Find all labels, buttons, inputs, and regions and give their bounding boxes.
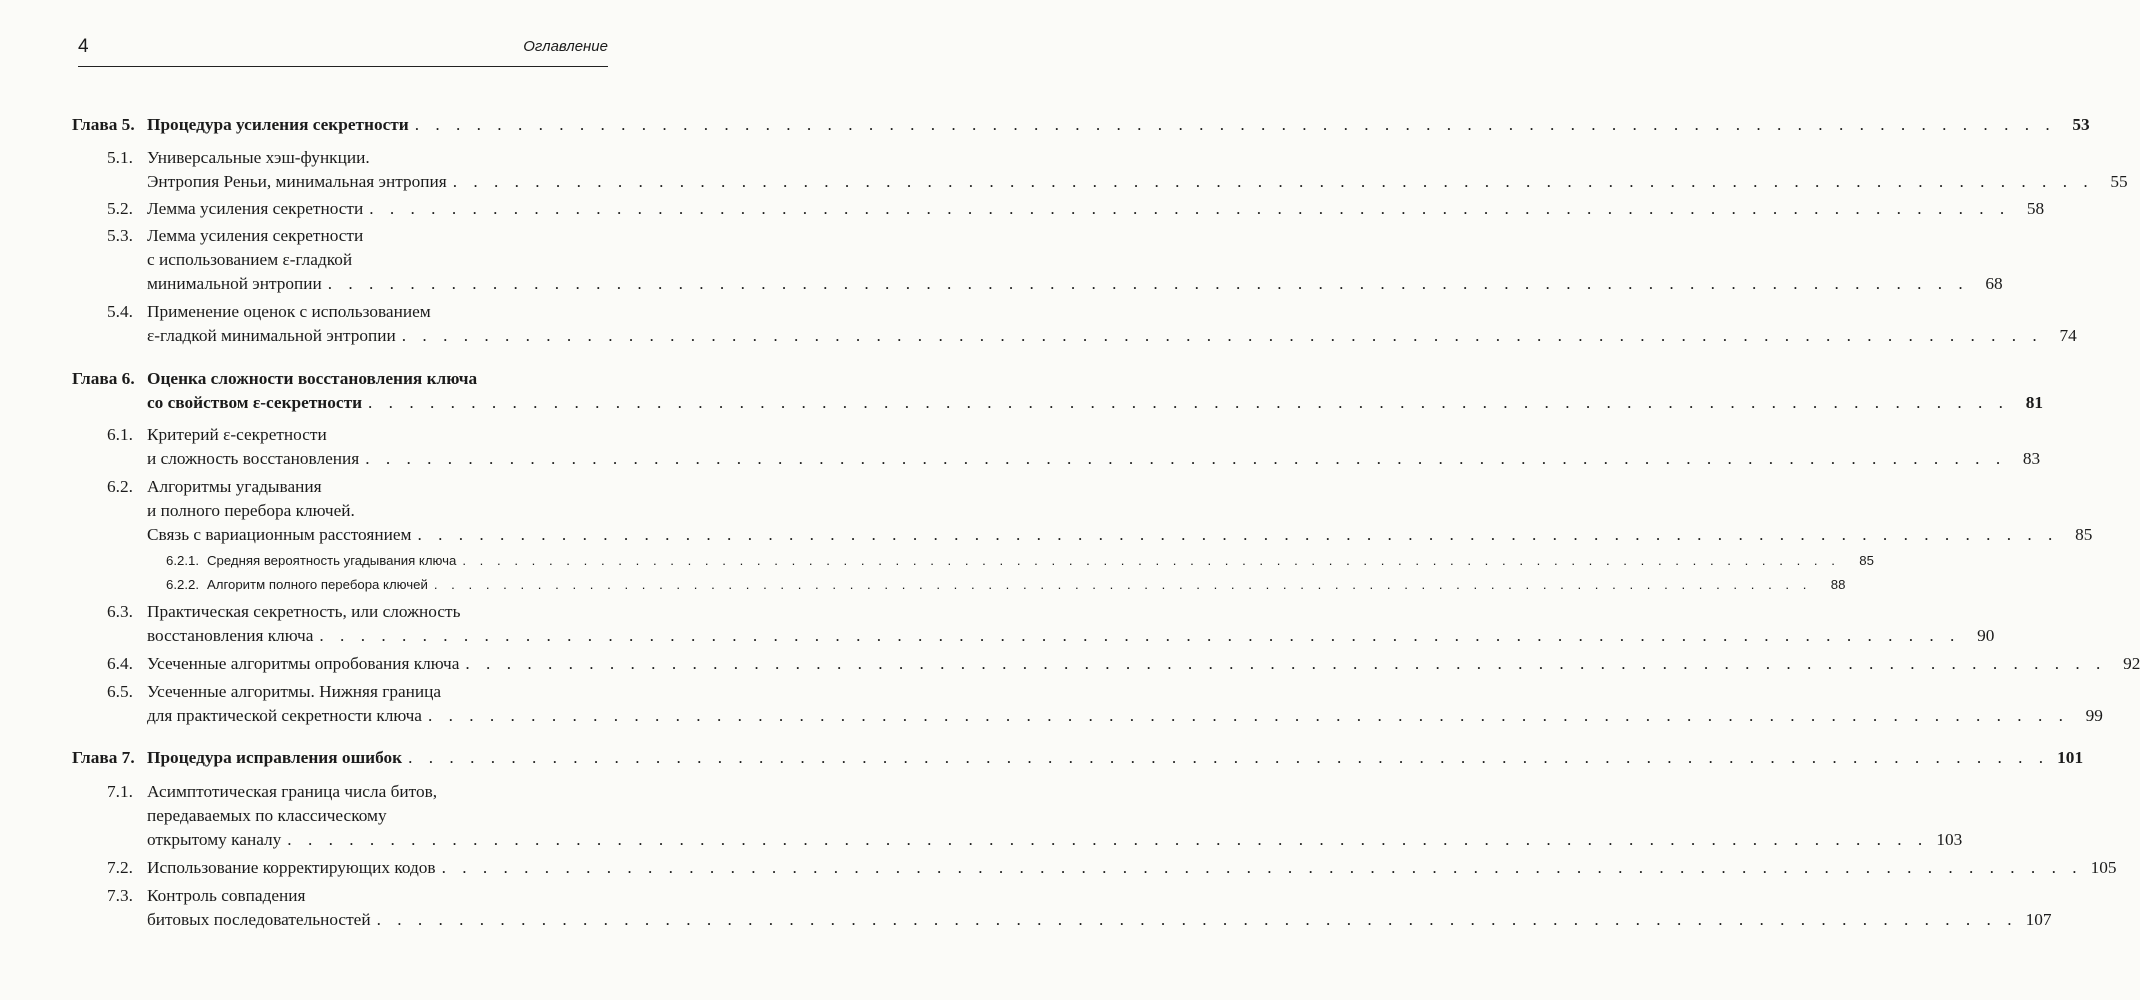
toc-entry-line [207, 573, 1846, 597]
toc-entry-title: Связь с вариационным расстоянием [147, 525, 412, 544]
toc-entry-title: Лемма усиления секретности [147, 226, 364, 245]
toc-entry-line [147, 447, 2041, 471]
toc-page-number: 103 [1936, 830, 1963, 849]
toc-entry-title: битовых последовательностей [147, 910, 371, 929]
toc-entry-title: Использование корректирующих кодов [147, 858, 436, 877]
toc-entry-number: Глава 5. [72, 115, 135, 134]
dot-leader: . . . . . . . . . . . . . . . . . . . . . . . . . . . . . . . . . . . . . . . . . . . . . . . . . . . . . . . . . . . . . . . . . . . . . . . . . . . . . . . . [441, 858, 2083, 877]
toc-entry-number: 7.1. [107, 782, 133, 801]
dot-leader: . . . . . . . . . . . . . . . . . . . . . . . . . . . . . . . . . . . . . . . . . . . . . . . . . . . . . . . . . . . . . . . . . . . . . . . . . . . . . . . . [401, 326, 2043, 345]
toc-entry-number: 6.3. [107, 602, 133, 621]
dot-leader: . . . . . . . . . . . . . . . . . . . . . . . . . . . . . . . . . . . . . . . . . . . . . . . . . . . . . . . . . . . . . . . . . . . . . . . . . . . . . . . . [427, 706, 2069, 725]
toc-page-number: 107 [2025, 910, 2052, 929]
toc-entry-line [147, 600, 605, 624]
dot-leader: . . . . . . . . . . . . . . . . . . . . . . . . . . . . . . . . . . . . . . . . . . . . . . . . . . . . . . . . . . . . . . . . . . . . . . . . . . . . . . . . [408, 748, 2050, 767]
toc-entry-line [147, 499, 605, 523]
toc-entry-number: Глава 7. [72, 748, 135, 767]
dot-leader: . . . . . . . . . . . . . . . . . . . . . . . . . . . . . . . . . . . . . . . . . . . . . . . . . . . . . . . . . . . . . . . . . . . . . . . . . . . . . . . . [433, 577, 1812, 592]
toc-entry-title: Применение оценок с использованием [147, 302, 431, 321]
toc-entry-number: 6.2.1. [166, 553, 199, 568]
dot-leader: . . . . . . . . . . . . . . . . . . . . . . . . . . . . . . . . . . . . . . . . . . . . . . . . . . . . . . . . . . . . . . . . . . . . . . . . . . . . . . . . [465, 654, 2107, 673]
toc-entry-line [147, 523, 2093, 547]
dot-leader: . . . . . . . . . . . . . . . . . . . . . . . . . . . . . . . . . . . . . . . . . . . . . . . . . . . . . . . . . . . . . . . . . . . . . . . . . . . . . . . . [414, 115, 2056, 134]
dot-leader: . . . . . . . . . . . . . . . . . . . . . . . . . . . . . . . . . . . . . . . . . . . . . . . . . . . . . . . . . . . . . . . . . . . . . . . . . . . . . . . . [365, 449, 2007, 468]
toc-page-number: 85 [1859, 553, 1874, 568]
section-title: Оглавление [523, 38, 608, 55]
dot-leader: . . . . . . . . . . . . . . . . . . . . . . . . . . . . . . . . . . . . . . . . . . . . . . . . . . . . . . . . . . . . . . . . . . . . . . . . . . . . . . . . [369, 199, 2011, 218]
toc-entry-number: 7.2. [107, 858, 133, 877]
toc-page-number: 88 [1830, 577, 1846, 592]
toc-entry-title: Алгоритм полного перебора ключей [207, 577, 428, 592]
toc-entry-title: восстановления ключа [147, 626, 314, 645]
toc-entry-line [147, 804, 605, 828]
toc-entry-line [147, 324, 2077, 348]
toc-entry-title: с использованием ε-гладкой [147, 250, 353, 269]
toc-entry-line [147, 680, 605, 704]
toc-entry-title: Асимптотическая граница числа битов, [147, 782, 438, 801]
dot-leader: . . . . . . . . . . . . . . . . . . . . . . . . . . . . . . . . . . . . . . . . . . . . . . . . . . . . . . . . . . . . . . . . . . . . . . . . . . . . . . . . [462, 553, 1840, 568]
toc-entry-line [147, 828, 1963, 852]
toc-entry-line [147, 884, 605, 908]
toc-entry-title: Усеченные алгоритмы опробования ключа [147, 654, 460, 673]
toc-entry-title: открытому каналу [147, 830, 282, 849]
toc-entry-title: ε-гладкой минимальной энтропии [147, 326, 396, 345]
toc-entry-line [147, 780, 605, 804]
toc-entry-title: для практической секретности ключа [147, 706, 422, 725]
toc-entry-title: Универсальные хэш-функции. [147, 148, 370, 167]
toc-entry-line [147, 113, 2090, 137]
toc-entry-number: 5.1. [107, 148, 133, 167]
dot-leader: . . . . . . . . . . . . . . . . . . . . . . . . . . . . . . . . . . . . . . . . . . . . . . . . . . . . . . . . . . . . . . . . . . . . . . . . . . . . . . . . [376, 910, 2018, 929]
toc-entry-number: Глава 6. [72, 369, 135, 388]
toc-entry-line [147, 704, 2103, 728]
toc-entry-number: 6.4. [107, 654, 133, 673]
toc-entry-line [147, 475, 605, 499]
toc-entry-title: Оценка сложности восстановления ключа [147, 369, 478, 388]
toc-page-number: 68 [1985, 274, 2003, 293]
dot-leader: . . . . . . . . . . . . . . . . . . . . . . . . . . . . . . . . . . . . . . . . . . . . . . . . . . . . . . . . . . . . . . . . . . . . . . . . . . . . . . . . [287, 830, 1929, 849]
toc-page-number: 101 [2057, 748, 2084, 767]
page-number: 4 [78, 36, 89, 57]
toc-entry-title: Критерий ε-секретности [147, 425, 327, 444]
toc-entry-number: 5.2. [107, 199, 133, 218]
toc-entry-title: Усеченные алгоритмы. Нижняя граница [147, 682, 442, 701]
toc-entry-line [207, 549, 1874, 573]
toc-entry-line [147, 146, 605, 170]
toc-entry-number: 7.3. [107, 886, 133, 905]
toc-entry-title: и сложность восстановления [147, 449, 360, 468]
toc-page-number: 55 [2110, 172, 2128, 191]
toc-entry-title: со свойством ε-секретности [147, 393, 363, 412]
toc-page-number: 92 [2123, 654, 2140, 673]
toc-page-number: 90 [1977, 626, 1995, 645]
dot-leader: . . . . . . . . . . . . . . . . . . . . . . . . . . . . . . . . . . . . . . . . . . . . . . . . . . . . . . . . . . . . . . . . . . . . . . . . . . . . . . . . [319, 626, 1961, 645]
toc-entry-title: Контроль совпадения [147, 886, 306, 905]
toc-entry-line [147, 391, 2043, 415]
dot-leader: . . . . . . . . . . . . . . . . . . . . . . . . . . . . . . . . . . . . . . . . . . . . . . . . . . . . . . . . . . . . . . . . . . . . . . . . . . . . . . . . [452, 172, 2094, 191]
toc-entry-title: Процедура исправления ошибок [147, 748, 403, 767]
toc-entry-number: 5.3. [107, 226, 133, 245]
toc-page-number: 53 [2072, 115, 2090, 134]
dot-leader: . . . . . . . . . . . . . . . . . . . . . . . . . . . . . . . . . . . . . . . . . . . . . . . . . . . . . . . . . . . . . . . . . . . . . . . . . . . . . . . . [327, 274, 1969, 293]
toc-entry-title: и полного перебора ключей. [147, 501, 355, 520]
toc-page-number: 81 [2025, 393, 2043, 412]
toc-page-number: 74 [2059, 326, 2077, 345]
toc-entry-line [147, 856, 2117, 880]
toc-entry-number: 6.5. [107, 682, 133, 701]
toc-entry-number: 6.1. [107, 425, 133, 444]
toc-entry-line [147, 170, 2128, 194]
toc-entry-line [147, 272, 2003, 296]
toc-entry-title: передаваемых по классическому [147, 806, 387, 825]
toc-page-number: 99 [2085, 706, 2103, 725]
toc-entry-title: Лемма усиления секретности [147, 199, 364, 218]
dot-leader: . . . . . . . . . . . . . . . . . . . . . . . . . . . . . . . . . . . . . . . . . . . . . . . . . . . . . . . . . . . . . . . . . . . . . . . . . . . . . . . . [417, 525, 2059, 544]
toc-page-number: 105 [2090, 858, 2117, 877]
toc-entry-title: Алгоритмы угадывания [147, 477, 322, 496]
toc-entry-line [147, 300, 605, 324]
toc-page-number: 83 [2022, 449, 2041, 468]
toc-entry-line [147, 197, 2045, 221]
toc-entry-number: 5.4. [107, 302, 133, 321]
toc-entry-number: 6.2. [107, 477, 133, 496]
toc-entry-line [147, 367, 605, 391]
toc-entry-title: Практическая секретность, или сложность [147, 602, 461, 621]
toc-entry-line [147, 423, 605, 447]
dot-leader: . . . . . . . . . . . . . . . . . . . . . . . . . . . . . . . . . . . . . . . . . . . . . . . . . . . . . . . . . . . . . . . . . . . . . . . . . . . . . . . . [368, 393, 2009, 412]
toc-entry-title: минимальной энтропии [147, 274, 322, 293]
toc-entry-line [147, 908, 2052, 932]
toc-entry-line [147, 248, 605, 272]
toc-entry-line [147, 224, 605, 248]
toc-entry-line [147, 746, 2084, 770]
toc-entry-number: 6.2.2. [166, 577, 199, 592]
toc-page-number: 58 [2026, 199, 2045, 218]
toc-entry-line [147, 624, 1995, 648]
toc-page-number: 85 [2075, 525, 2093, 544]
toc-entry-title: Процедура усиления секретности [147, 115, 409, 134]
toc-entry-line [147, 652, 2140, 676]
toc-entry-title: Энтропия Реньи, минимальная энтропия [147, 172, 447, 191]
toc-entry-title: Средняя вероятность угадывания ключа [207, 553, 457, 568]
